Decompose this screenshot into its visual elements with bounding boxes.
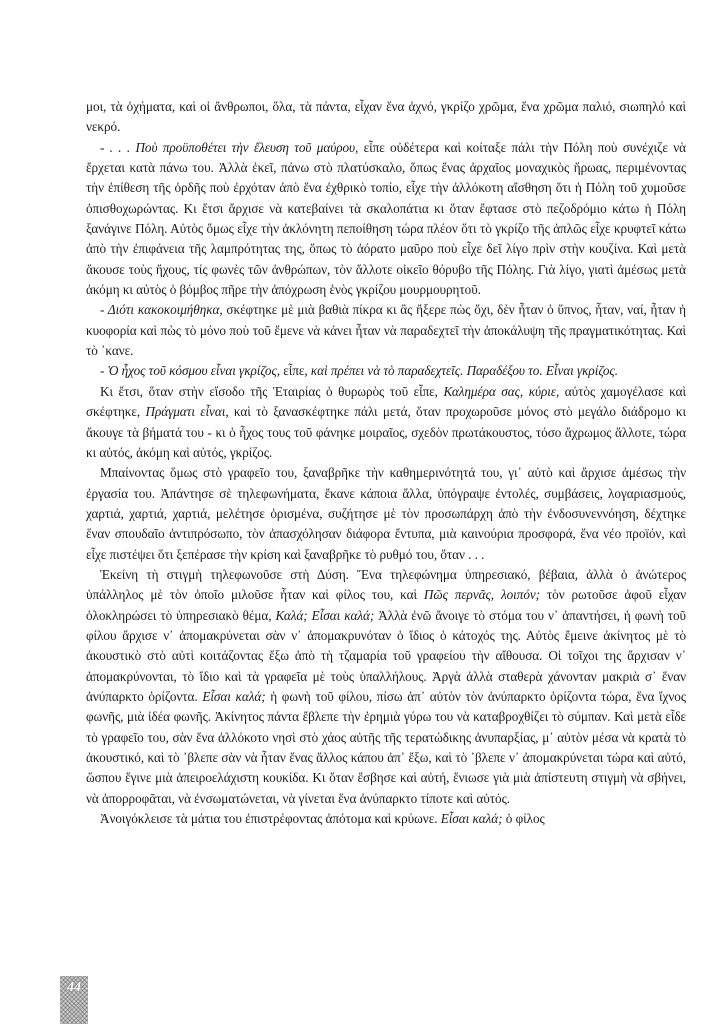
body-text bbox=[86, 97, 686, 829]
italic-text-run: - Ὁ ἦχος τοῦ κόσμου εἶναι γκρίζος, bbox=[100, 363, 281, 379]
page-number-tab bbox=[60, 976, 88, 1024]
text-run: εἶπε, bbox=[280, 363, 311, 379]
paragraph bbox=[86, 565, 686, 809]
italic-text-run: - Διότι κακοκοιμήθηκα, bbox=[100, 302, 223, 318]
italic-text-run: Εἶσαι καλά; bbox=[440, 811, 503, 827]
text-run: Ἐκείνη τὴ στιγμὴ τηλεφωνοῦσε στὴ Δύση. Ἕνα τηλεφώνημα ὑπηρεσιακό, βέβαια, ἀλλὰ ὁ ἀνώτερος ὑπάλληλος μὲ τὸν ὁποῖο μιλοῦσε ἦταν καὶ φίλος του, καὶ bbox=[86, 566, 686, 603]
text-run: σκέφτηκε μὲ μιὰ βαθιὰ πίκρα κι ἂς ἤξερε πὼς ὄχι, δὲν ἦταν ὁ ὕπνος, ἦταν, ναί, ἦταν ἡ κυοφορία καὶ πὼς τὸ μόνο ποὺ τοῦ ἔμενε νὰ κάνει ἦταν νὰ παραδεχτεῖ τὴν ἀποκάλυψη τῆς πραγματικότητας. Καὶ τὸ ᾽κανε. bbox=[86, 302, 686, 359]
italic-text-run: Πῶς περνᾶς, λοιπόν; bbox=[423, 587, 541, 603]
page-number: 44 bbox=[67, 980, 81, 995]
paragraph bbox=[86, 382, 686, 463]
italic-text-run: Καλά; Εἶσαι καλά; bbox=[275, 607, 375, 623]
paragraph bbox=[86, 97, 686, 138]
text-run: ἡ φωνὴ τοῦ φίλου, πίσω ἀπ᾽ αὐτὸν τὸν ἀνύπαρκτο ὁρίζοντα τώρα, ἕνα ἴχνος φωνῆς, μιὰ ἰδέα φωνῆς. Ἀκίνητος πάντα ἔβλεπε τὴν ἐρημιὰ γύρω του νὰ καταβροχθίζει τὸ σύμπαν. Καὶ μετὰ εἶδε τὸ γραφεῖο του, σὰν ἕνα ἀλλόκοτο νησὶ στὸ χάος αὐτῆς τῆς τερατώδικης ἀνυπαρξίας, μ᾽ αὐτὸν μέσα νὰ κρατὰ τὸ ἀκουστικό, καὶ τὸ ᾽βλεπε σὰν νὰ ἦταν ἕνας ἄλλος κάπου ἀπ᾽ ἔξω, καὶ τὸ ᾽βλεπε ν᾽ ἀπομακρύνεται τώρα καὶ αὐτό, ὥσπου ἔγινε μιὰ ἀπειροελάχιστη κουκίδα. Κι ὅταν ἔσβησε καὶ αὐτή, ἔνιωσε γιὰ μιὰ ἀπίστευτη στιγμὴ νὰ σβήνει, νὰ ἀπορροφᾶται, νὰ ἐνσωματώνεται, νὰ γίνεται ἕνα ἀνύπαρκτο τίποτε καὶ αὐτός. bbox=[86, 688, 686, 806]
italic-text-run: Εἶσαι καλά; bbox=[202, 688, 266, 704]
paragraph bbox=[86, 300, 686, 361]
text-run: εἶπε οὐδέτερα καὶ κοίταξε πάλι τὴν Πόλη ποὺ συνέχιζε νὰ ἔρχεται κατὰ πάνω του. Ἀλλὰ ἐκεῖ, πάνω στὸ πλατύσκαλο, ὅπως ἕνας ἀρχαῖος μοναχικὸς ἥρωας, περιμένοντας τὴν ἐπίθεση τῆς ὀρδῆς ποὺ ἐρχόταν ἀπὸ ἕνα ἐχθρικὸ τοπίο, εἶχε τὴν ἀλλόκοτη αἴσθηση ὅτι ἡ Πόλη τοῦ χυμοῦσε ὀπισθοχωρώντας. Κι ἔτσι ἄρχισε νὰ κατεβαίνει τὰ σκαλοπάτια κι ὅταν ἔφτασε στὸ πεζοδρόμιο κάτω ἡ Πόλη ξανάγινε Πόλη. Αὐτὸς ὅμως εἶχε τὴν ἀκλόνητη πεποίθηση τώρα πλέον ὅτι τὸ γκρίζο τῆς ἁπλῶς εἶχε κρυφτεῖ κάτω ἀπὸ τὴν ἐπιφάνεια τῆς λαμπρότητας της, ὅπως τὸ ἀόρατο μαῦρο ποὺ εἶχε δεῖ λίγο πρὶν στὴν κουζίνα. Καὶ μετὰ ἄκουσε τοὺς ἤχους, τίς φωνὲς τῶν ἀνθρώπων, τὸν ἄλλοτε οἰκεῖο θόρυβο τῆς Πόλης. Γιὰ λίγο, γιατὶ ἀμέσως μετὰ ἀκόμη κι αὐτὸς ὁ βόμβος πῆρε τὴν ἀπόχρωση ἑνὸς γκρίζου μουρμουρητοῦ. bbox=[86, 139, 686, 298]
italic-text-run: καὶ πρέπει νὰ τὸ παραδεχτεῖς. Παραδέξου το. Εἶναι γκρίζος. bbox=[310, 363, 618, 379]
paragraph bbox=[86, 809, 686, 829]
text-run: αὐτὸς χαμογέλασε καὶ σκέφτηκε, bbox=[86, 383, 686, 420]
text-run: Μπαίνοντας ὅμως στὸ γραφεῖο του, ξαναβρῆκε τὴν καθημερινότητά του, γι᾽ αὐτὸ καὶ ἄρχισε ἀμέσως τὴν ἐργασία του. Ἀπάντησε σὲ τηλεφωνήματα, ἔκανε κάποια ἄλλα, ὑπόγραψε ἐντολές, συμβάσεις, λογαριασμούς, χαρτιά, χαρτιά, χαρτιά, μελέτησε ὁρισμένα, συζήτησε μὲ τὸν προσωπάρχη ἀπὸ τὴν ἐνδοσυνεννόηση, δέχτηκε ἕναν σπουδαῖο ἀντιπρόσωπο, τὸν ἀπασχόλησαν διάφορα ἔντυπα, μιὰ καινούρια προσφορά, ἕνα νέο προϊόν, καὶ εἶχε πιστέψει ὅτι ξεπέρασε τὴν κρίση καὶ ξαναβρῆκε τὸ ρυθμό του, ὅταν . . . bbox=[86, 465, 686, 562]
paragraph bbox=[86, 361, 686, 381]
text-run: ὁ φίλος bbox=[502, 811, 545, 827]
italic-text-run: Ποὺ προϋποθέτει τὴν ἔλευση τοῦ μαύρου, bbox=[135, 139, 359, 155]
text-run: τὸν ρωτοῦσε ἀφοῦ εἶχαν ὁλοκληρώσει τὸ ὑπηρεσιακὸ θέμα, bbox=[86, 587, 686, 623]
text-run: Ἀλλὰ ἐνῶ ἄνοιγε τὸ στόμα του ν᾽ ἀπαντήσει, ἡ φωνὴ τοῦ φίλου ἄρχισε ν᾽ ἀπομακρύνεται σὰν ν᾽ ἀπομακρυνόταν ὁ ἴδιος ὁ κάτοχός της. Αὐτὸς ἔμεινε ἀκίνητος μὲ τὸ ἀκουστικὸ στὸ αὐτὶ κοιτάζοντας ἔξω ἀπὸ τὴ τζαμαρία τοῦ γραφείου τὴν αἴθουσα. Οἱ τοῖχοι της ἄρχισαν ν᾽ ἀπομακρύνονται, τὸ ἴδιο καὶ τὰ γραφεῖα μὲ τοὺς ὑπαλλήλους. Ἀργὰ ἀλλὰ σταθερὰ χάνονταν μακριὰ σ᾽ ἕναν ἀνύπαρκτο ὁρίζοντα. bbox=[86, 607, 686, 704]
text-run: καὶ τὸ ξανασκέφτηκε πάλι μετά, ὅταν προχωροῦσε μόνος στὸ μεγάλο διάδρομο κι ἄκουγε τὰ βήματά του - κι ὁ ἦχος τους τοῦ φάνηκε μοιραῖος, σχεδὸν πρωτάκουστος, τόσο ἄχρωμος ἄλλοτε, τώρα κι αὐτός, ἀκόμη καὶ αὐτός, γκρίζος. bbox=[86, 404, 686, 460]
paragraph bbox=[86, 463, 686, 565]
italic-text-run: - . . . bbox=[100, 139, 136, 155]
italic-text-run: Καλημέρα σας, κύριε, bbox=[443, 383, 560, 399]
italic-text-run: Πράγματι εἶναι, bbox=[145, 404, 229, 420]
text-run: Κι ἔτσι, ὅταν στὴν εἴσοδο τῆς Ἑταιρίας ὁ θυρωρὸς τοῦ εἶπε, bbox=[100, 383, 444, 399]
text-run: Ἀνοιγόκλεισε τὰ μάτια του ἐπιστρέφοντας ἀπότομα καὶ κρύωνε. bbox=[100, 811, 441, 827]
text-run: μοι, τὰ ὀχήματα, καὶ οἱ ἄνθρωποι, ὅλα, τὰ πάντα, εἶχαν ἕνα ἀχνό, γκρίζο χρῶμα, ἕνα χρῶμα παλιό, σιωπηλό καὶ νεκρό. bbox=[86, 99, 686, 135]
paragraph bbox=[86, 138, 686, 301]
